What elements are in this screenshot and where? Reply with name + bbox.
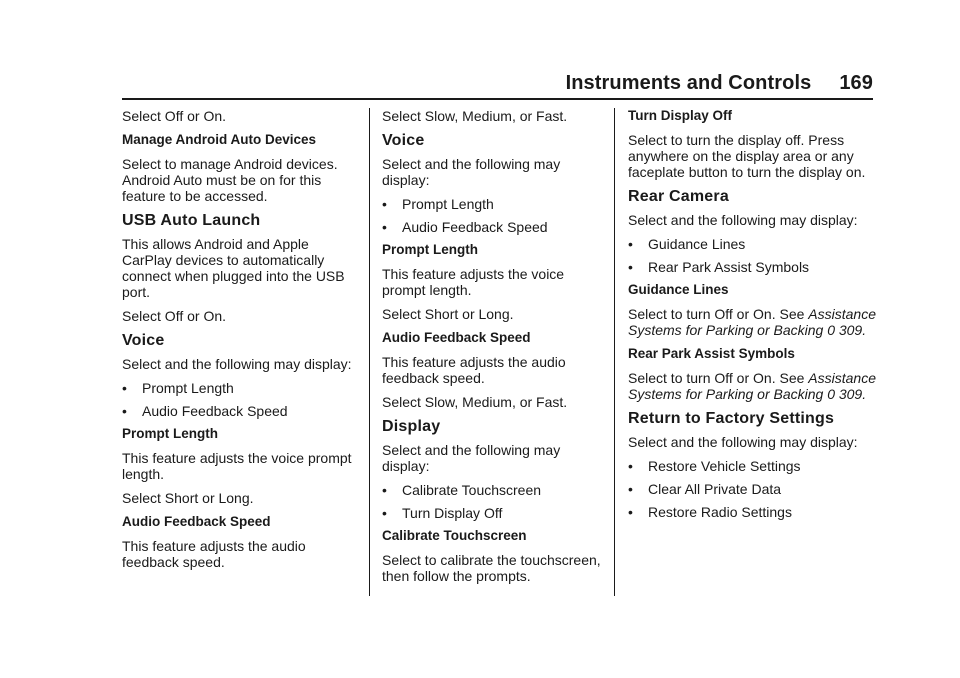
paragraph: Select Slow, Medium, or Fast. xyxy=(382,108,568,124)
paragraph: Select Short or Long. xyxy=(382,306,514,322)
heading-display: Display xyxy=(382,418,441,435)
cross-reference-link[interactable]: Assistance Systems for Parking or Backing xyxy=(628,370,876,402)
paragraph: Select to turn the display off. Press anywhere on the display area or any faceplate button to turn the display on. xyxy=(628,132,866,180)
list-item: • Audio Feedback Speed xyxy=(382,219,548,235)
subheading-audio-feedback-speed: Audio Feedback Speed xyxy=(122,514,271,529)
bullet-icon: • xyxy=(628,504,633,520)
bullet-icon: • xyxy=(628,236,633,252)
paragraph: Select and the following may display: xyxy=(628,212,858,228)
paragraph: This feature adjusts the audio feedback speed. xyxy=(122,538,306,570)
list-item: • Audio Feedback Speed xyxy=(122,403,288,419)
list-item: • Turn Display Off xyxy=(382,505,503,521)
bullet-icon: • xyxy=(628,458,633,474)
paragraph: Select and the following may display: xyxy=(122,356,352,372)
heading-voice: Voice xyxy=(122,332,165,349)
list-item: • Prompt Length xyxy=(122,380,234,396)
bullet-icon: • xyxy=(382,219,387,235)
list-item: • Restore Radio Settings xyxy=(628,504,792,520)
subheading-guidance-lines: Guidance Lines xyxy=(628,282,729,297)
page-number: 169 xyxy=(839,72,873,94)
bullet-icon: • xyxy=(628,259,633,275)
list-item: • Clear All Private Data xyxy=(628,481,782,497)
subheading-rear-park-assist-symbols: Rear Park Assist Symbols xyxy=(628,346,795,361)
bullet-icon: • xyxy=(628,481,633,497)
paragraph: This allows Android and Apple CarPlay devices to automatically connect when plugged into the USB port. xyxy=(122,236,345,300)
column-3 xyxy=(628,108,878,527)
bullet-icon: • xyxy=(382,505,387,521)
column-1 xyxy=(122,108,362,578)
bullet-icon: • xyxy=(382,482,387,498)
bullet-icon: • xyxy=(122,380,127,396)
paragraph: Select Short or Long. xyxy=(122,490,254,506)
subheading-audio-feedback-speed: Audio Feedback Speed xyxy=(382,330,531,345)
paragraph: Select to calibrate the touchscreen, then follow the prompts. xyxy=(382,552,601,584)
paragraph: Select and the following may display: xyxy=(382,442,561,474)
subheading-prompt-length: Prompt Length xyxy=(122,426,218,441)
section-title: Instruments and Controls xyxy=(565,72,812,94)
column-divider-2 xyxy=(614,108,615,596)
list-item: • Restore Vehicle Settings xyxy=(628,458,801,474)
heading-voice: Voice xyxy=(382,132,425,149)
paragraph: Select Slow, Medium, or Fast. xyxy=(382,394,568,410)
list-item: • Prompt Length xyxy=(382,196,494,212)
header-rule xyxy=(122,98,873,100)
bullet-icon: • xyxy=(382,196,387,212)
page-reference: 0 309. xyxy=(827,386,867,402)
cross-reference-link[interactable]: Assistance Systems for Parking or Backing xyxy=(628,306,876,338)
paragraph: Select Off or On. xyxy=(122,108,227,124)
paragraph-with-reference: Select to turn Off or On. See Assistance Systems for Parking or Backing 0 309. xyxy=(628,370,876,402)
paragraph: This feature adjusts the voice prompt length. xyxy=(382,266,565,298)
column-divider-1 xyxy=(369,108,370,596)
paragraph: Select and the following may display: xyxy=(382,156,561,188)
list-item: • Guidance Lines xyxy=(628,236,746,252)
paragraph: Select to manage Android devices. Android Auto must be on for this feature to be accessed. xyxy=(122,156,338,204)
list-item: • Calibrate Touchscreen xyxy=(382,482,542,498)
paragraph-with-reference: Select to turn Off or On. See Assistance Systems for Parking or Backing 0 309. xyxy=(628,306,876,338)
subheading-manage-android-auto: Manage Android Auto Devices xyxy=(122,132,317,147)
subheading-turn-display-off: Turn Display Off xyxy=(628,108,733,123)
paragraph: Select Off or On. xyxy=(122,308,227,324)
bullet-icon: • xyxy=(122,403,127,419)
heading-return-to-factory-settings: Return to Factory Settings xyxy=(628,410,835,427)
heading-usb-auto-launch: USB Auto Launch xyxy=(122,212,261,229)
subheading-prompt-length: Prompt Length xyxy=(382,242,478,257)
subheading-calibrate-touchscreen: Calibrate Touchscreen xyxy=(382,528,527,543)
paragraph: This feature adjusts the voice prompt length. xyxy=(122,450,352,482)
list-item: • Rear Park Assist Symbols xyxy=(628,259,810,275)
paragraph: This feature adjusts the audio feedback speed. xyxy=(382,354,566,386)
page-reference: 0 309. xyxy=(827,322,867,338)
page-header xyxy=(566,72,873,95)
heading-rear-camera: Rear Camera xyxy=(628,188,729,205)
column-2 xyxy=(382,108,610,592)
paragraph: Select and the following may display: xyxy=(628,434,858,450)
